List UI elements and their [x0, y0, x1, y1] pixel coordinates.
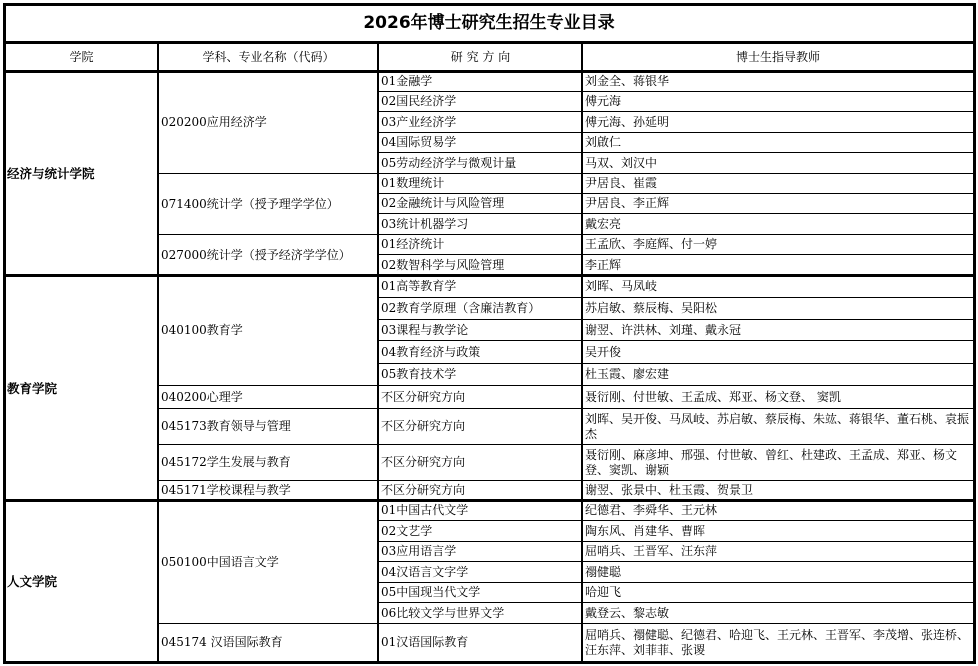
advisors-cell: 陶东风、肖建华、曹晖: [582, 520, 974, 542]
college-humanities: 人文学院: [4, 500, 159, 662]
advisors-cell: 王孟欣、李庭辉、付一婷: [582, 234, 974, 255]
direction-cell: 不区分研究方向: [378, 385, 583, 409]
direction-cell: 05教育技术学: [378, 363, 583, 386]
advisors-cell: 屈哨兵、王晋军、汪东萍: [582, 541, 974, 562]
major-education-leadership: 045173教育领导与管理: [158, 408, 379, 445]
direction-cell: 不区分研究方向: [378, 480, 583, 501]
advisors-cell: 禤健聪: [582, 561, 974, 583]
major-applied-economics: 020200应用经济学: [158, 71, 379, 174]
direction-cell: 04教育经济与政策: [378, 340, 583, 364]
header-advisors: 博士生指导教师: [582, 42, 974, 72]
direction-cell: 02国民经济学: [378, 91, 583, 112]
advisors-cell: 纪德君、李舜华、王元林: [582, 500, 974, 521]
advisors-cell: 戴宏亮: [582, 213, 974, 235]
direction-cell: 03产业经济学: [378, 111, 583, 133]
major-chinese-language-literature: 050100中国语言文学: [158, 500, 379, 624]
advisors-cell: 杜玉霞、廖宏建: [582, 363, 974, 386]
column-divider: [157, 41, 159, 664]
direction-cell: 01汉语国际教育: [378, 623, 583, 662]
major-school-curriculum: 045171学校课程与教学: [158, 480, 379, 501]
title-divider: [3, 41, 976, 44]
advisors-cell: 刘啟仁: [582, 132, 974, 153]
college-divider: [3, 499, 976, 502]
advisors-cell: 谢翌、许洪林、刘瑾、戴永冠: [582, 319, 974, 341]
direction-cell: 02教育学原理（含廉洁教育）: [378, 297, 583, 320]
advisors-cell: 聂衍刚、付世敏、王孟成、郑亚、杨文登、 窦凯: [582, 385, 974, 409]
column-divider: [581, 41, 583, 664]
major-psychology: 040200心理学: [158, 385, 379, 409]
direction-cell: 01经济统计: [378, 234, 583, 255]
major-international-chinese-education: 045174 汉语国际教育: [158, 623, 379, 662]
advisors-cell: 尹居良、崔霞: [582, 173, 974, 194]
direction-cell: 03课程与教学论: [378, 319, 583, 341]
direction-cell: 05中国现当代文学: [378, 582, 583, 603]
direction-cell: 01高等教育学: [378, 275, 583, 298]
column-divider: [377, 41, 379, 664]
direction-cell: 04汉语言文字学: [378, 561, 583, 583]
major-statistics-economics: 027000统计学（授予经济学学位）: [158, 234, 379, 276]
advisors-cell: 屈哨兵、禤健聪、纪德君、哈迎飞、王元林、王晋军、李茂增、张连桥、汪东萍、刘菲菲、张谡: [582, 623, 974, 662]
direction-cell: 05劳动经济学与微观计量: [378, 152, 583, 174]
advisors-cell: 傅元海: [582, 91, 974, 112]
major-statistics-science: 071400统计学（授予理学学位）: [158, 173, 379, 235]
advisors-cell: 聂衍刚、麻彦坤、邢强、付世敏、曾红、杜建政、王孟成、郑亚、杨文登、窦凯、谢颖: [582, 444, 974, 481]
advisors-cell: 刘金全、蒋银华: [582, 71, 974, 92]
major-student-development: 045172学生发展与教育: [158, 444, 379, 481]
advisors-cell: 戴登云、黎志敏: [582, 602, 974, 624]
advisors-cell: 刘晖、吴开俊、马凤岐、苏启敏、蔡辰梅、朱竑、蒋银华、董石桃、袁振杰: [582, 408, 974, 445]
direction-cell: 02数智科学与风险管理: [378, 254, 583, 276]
college-education: 教育学院: [4, 275, 159, 501]
college-economics-statistics: 经济与统计学院: [4, 71, 159, 276]
advisors-cell: 苏启敏、蔡辰梅、吴阳松: [582, 297, 974, 320]
college-divider: [3, 274, 976, 277]
advisors-cell: 傅元海、孙延明: [582, 111, 974, 133]
major-education: 040100教育学: [158, 275, 379, 386]
page-title: 2026年博士研究生招生专业目录: [4, 4, 974, 43]
direction-cell: 不区分研究方向: [378, 408, 583, 445]
advisors-cell: 尹居良、李正辉: [582, 193, 974, 214]
advisors-cell: 马双、刘汉中: [582, 152, 974, 174]
advisors-cell: 吴开俊: [582, 340, 974, 364]
header-divider: [3, 70, 976, 73]
advisors-cell: 李正辉: [582, 254, 974, 276]
direction-cell: 01金融学: [378, 71, 583, 92]
direction-cell: 04国际贸易学: [378, 132, 583, 153]
advisors-cell: 哈迎飞: [582, 582, 974, 603]
direction-cell: 02文艺学: [378, 520, 583, 542]
advisors-cell: 刘晖、马凤岐: [582, 275, 974, 298]
direction-cell: 02金融统计与风险管理: [378, 193, 583, 214]
direction-cell: 不区分研究方向: [378, 444, 583, 481]
advisors-cell: 谢翌、张景中、杜玉霞、贺景卫: [582, 480, 974, 501]
header-direction: 研 究 方 向: [378, 42, 583, 72]
direction-cell: 06比较文学与世界文学: [378, 602, 583, 624]
direction-cell: 01中国古代文学: [378, 500, 583, 521]
direction-cell: 03统计机器学习: [378, 213, 583, 235]
direction-cell: 01数理统计: [378, 173, 583, 194]
header-major: 学科、专业名称（代码）: [158, 42, 379, 72]
header-college: 学院: [4, 42, 159, 72]
direction-cell: 03应用语言学: [378, 541, 583, 562]
